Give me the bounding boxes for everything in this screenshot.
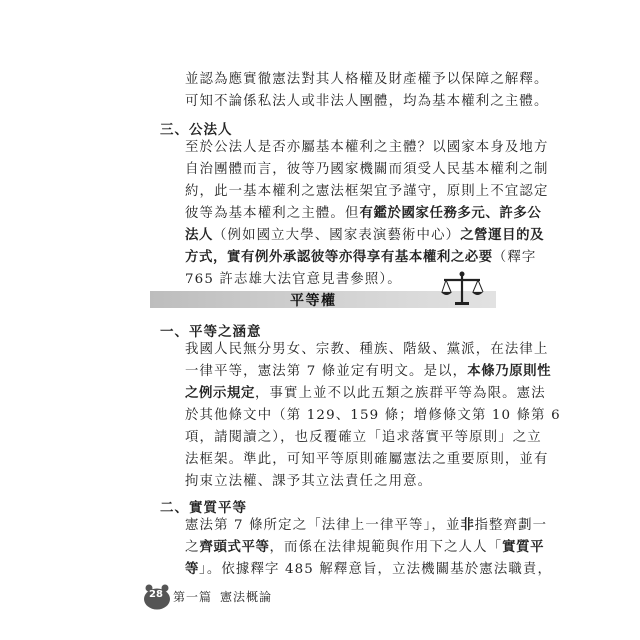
text-run: 憲法第 7 條所定之「法律上一律平等」，並: [185, 518, 461, 533]
text-run: 一律平等，憲法第 7 條並定有明文。是以，: [185, 364, 468, 379]
page-number: 28: [149, 589, 163, 600]
footer-title: 憲法概論: [220, 590, 273, 604]
text-line: [185, 206, 541, 222]
text-line: 765 許志雄大法官意見書參照）。: [185, 272, 402, 287]
bold-text-run: 之營運目的及: [460, 228, 545, 243]
bold-text-run: 等: [185, 562, 199, 577]
text-line: [185, 562, 552, 578]
scales-of-justice-icon: [440, 270, 484, 308]
text-line: 項，請閱讀之），也反覆確立「追求落實平等原則」之立: [185, 430, 542, 445]
text-line: 至於公法人是否亦屬基本權利之主體？以國家本身及地方: [185, 140, 549, 155]
text-run: 」。依據釋字 485 解釋意旨，立法機關基於憲法職責，: [199, 562, 553, 577]
bold-text-run: 非: [460, 518, 475, 533]
text-run: （例如國立大學、國家表演藝術中心）: [212, 228, 461, 243]
bold-text-run: 有鑑於國家任務多元、許多公: [359, 206, 542, 221]
text-line: [185, 540, 544, 556]
bold-text-run: 之例示規定: [185, 386, 255, 401]
text-run: ，事實上並不以此五類之族群平等為限。憲法: [254, 386, 546, 401]
text-line: [185, 228, 544, 244]
text-line: 可知不論係私法人或非法人團體，均為基本權利之主體。: [185, 94, 549, 109]
bold-text-run: 方式，實有例外承認彼等亦得享有基本權利之必要: [185, 250, 493, 265]
text-line: 法框架。準此，可知平等原則確屬憲法之重要原則，並有: [185, 452, 549, 467]
footer-chapter: 第一篇: [173, 590, 213, 604]
text-run: 指整齊劃一: [474, 518, 548, 533]
subheading-substantive-equality: 二、實質平等: [160, 500, 247, 516]
text-line: 約，此一基本權利之憲法框架宜予謹守，原則上不宜認定: [185, 184, 549, 199]
subheading-public-legal-person: 三、公法人: [160, 122, 233, 138]
text-line: 於其他條文中（第 129、159 條；增修條文第 10 條第 6: [185, 408, 561, 423]
bold-text-run: 本條乃原則性: [467, 364, 552, 379]
text-line: [185, 386, 546, 402]
text-line: 自治團體而言，彼等乃國家機關而須受人民基本權利之制: [185, 162, 549, 177]
bold-text-run: 齊頭式平等: [199, 540, 270, 555]
text-line: 並認為應實徹憲法對其人格權及財產權予以保障之解釋。: [185, 72, 549, 87]
subheading-meaning-of-equality: 一、平等之涵意: [160, 324, 262, 340]
text-line: 我國人民無分男女、宗教、種族、階級、黨派，在法律上: [185, 342, 549, 357]
text-line: [185, 518, 547, 534]
bold-text-run: 實質平: [502, 540, 545, 555]
text-run: 彼等為基本權利之主體。但: [185, 206, 360, 221]
section-title: 平等權: [290, 293, 337, 309]
text-run: ，而係在法律規範與作用下之人人「: [269, 540, 503, 555]
bold-text-run: 法人: [185, 228, 213, 243]
text-line: [185, 364, 551, 380]
text-run: 之: [185, 540, 200, 555]
text-run: （釋字: [492, 250, 537, 265]
text-line: [185, 250, 536, 266]
text-line: 拘束立法權、課予其立法責任之用意。: [185, 474, 433, 489]
